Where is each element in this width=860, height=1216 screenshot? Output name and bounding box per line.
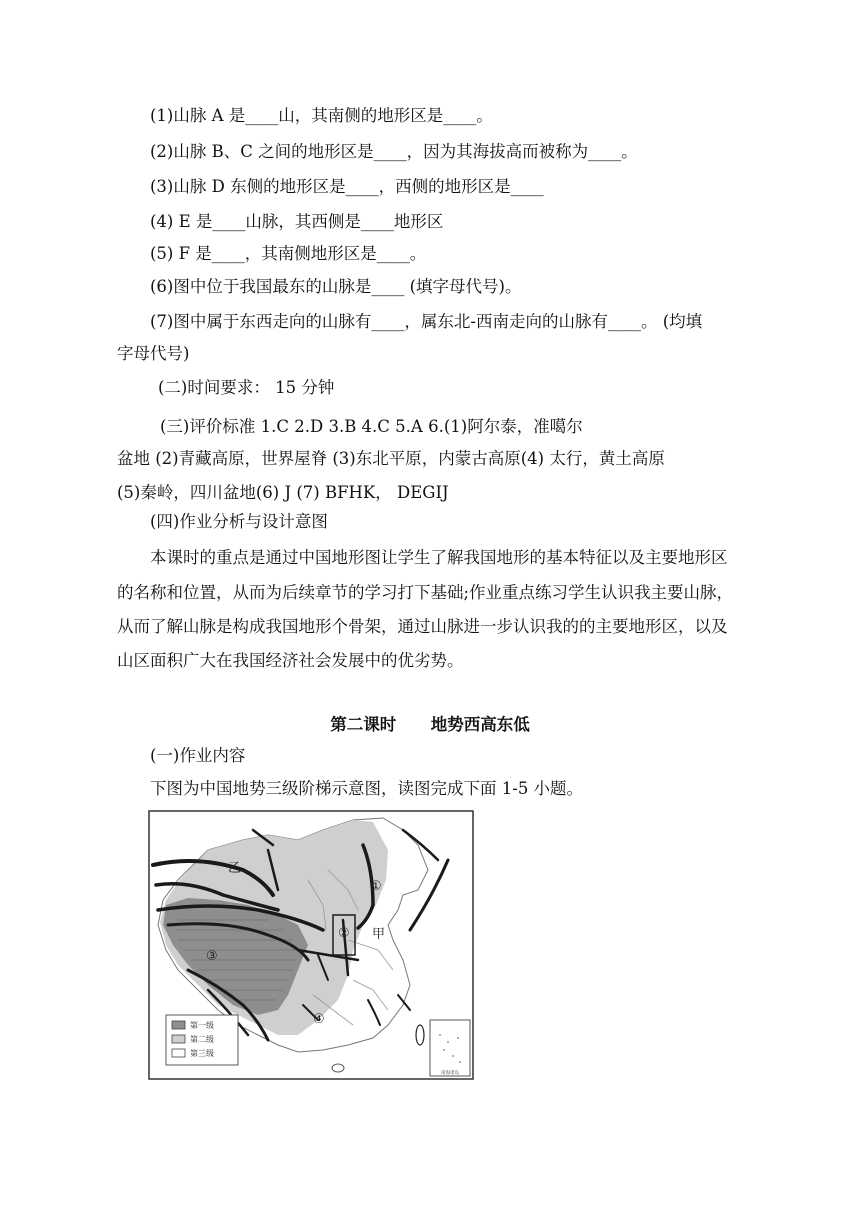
south-sea-inset <box>430 1020 470 1076</box>
question-1: (1)山脉 A 是____山，其南侧的地形区是____。 <box>150 106 493 125</box>
legend-swatch-tier2 <box>172 1035 185 1043</box>
lesson-title: 第二课时 地势西高东低 <box>330 715 530 734</box>
legend-tier3: 第三级 <box>190 1049 214 1058</box>
time-requirement: (二)时间要求： 15 分钟 <box>158 378 335 397</box>
label-circle-1: ① <box>370 879 382 894</box>
question-5: (5) F 是____，其南侧地形区是____。 <box>150 244 427 263</box>
label-yi: 乙 <box>228 861 242 876</box>
analysis-paragraph-3: 从而了解山脉是构成我国地形个骨架，通过山脉进一步认识我的的主要地形区，以及 <box>117 617 728 636</box>
legend-swatch-tier3 <box>172 1049 185 1057</box>
content-heading: (一)作业内容 <box>150 746 246 765</box>
question-7-cont: 字母代号) <box>117 344 190 363</box>
map-legend <box>166 1015 238 1065</box>
map-intro: 下图为中国地势三级阶梯示意图，读图完成下面 1-5 小题。 <box>150 779 584 798</box>
taiwan-island <box>416 1025 424 1045</box>
china-terrain-map <box>148 810 474 1080</box>
question-2: (2)山脉 B、C 之间的地形区是____，因为其海拔高而被称为____。 <box>150 142 638 161</box>
label-circle-2: ② <box>338 926 350 941</box>
label-jia: 甲 <box>372 927 386 942</box>
question-3: (3)山脉 D 东侧的地形区是____，西侧的地形区是____ <box>150 177 544 196</box>
inset-label: 南海诸岛 <box>441 1071 459 1076</box>
analysis-paragraph-4: 山区面积广大在我国经济社会发展中的优劣势。 <box>117 651 464 670</box>
legend-tier2: 第二级 <box>190 1035 214 1044</box>
criteria-line-2: 盆地 (2)青藏高原，世界屋脊 (3)东北平原，内蒙古高原(4) 太行，黄土高原 <box>117 449 665 468</box>
question-4: (4) E 是____山脉，其西侧是____地形区 <box>150 212 444 231</box>
question-6: (6)图中位于我国最东的山脉是____ (填字母代号)。 <box>150 277 522 296</box>
question-7: (7)图中属于东西走向的山脉有____，属东北-西南走向的山脉有____。 (均填 <box>150 312 703 331</box>
label-circle-3: ③ <box>206 949 218 964</box>
legend-swatch-tier1 <box>172 1021 185 1029</box>
analysis-paragraph-2: 的名称和位置，从而为后续章节的学习打下基础;作业重点练习学生认识我主要山脉， <box>117 583 734 602</box>
label-circle-4: ④ <box>313 1012 325 1027</box>
legend-tier1: 第一级 <box>190 1021 214 1030</box>
analysis-paragraph-1: 本课时的重点是通过中国地形图让学生了解我国地形的基本特征以及主要地形区 <box>150 548 728 567</box>
analysis-heading: (四)作业分析与设计意图 <box>150 512 328 531</box>
criteria-line-1: (三)评价标准 1.C 2.D 3.B 4.C 5.A 6.(1)阿尔泰，准噶尔 <box>160 417 583 436</box>
criteria-line-3: (5)秦岭，四川盆地(6) J (7) BFHK， DEGIJ <box>117 483 449 502</box>
